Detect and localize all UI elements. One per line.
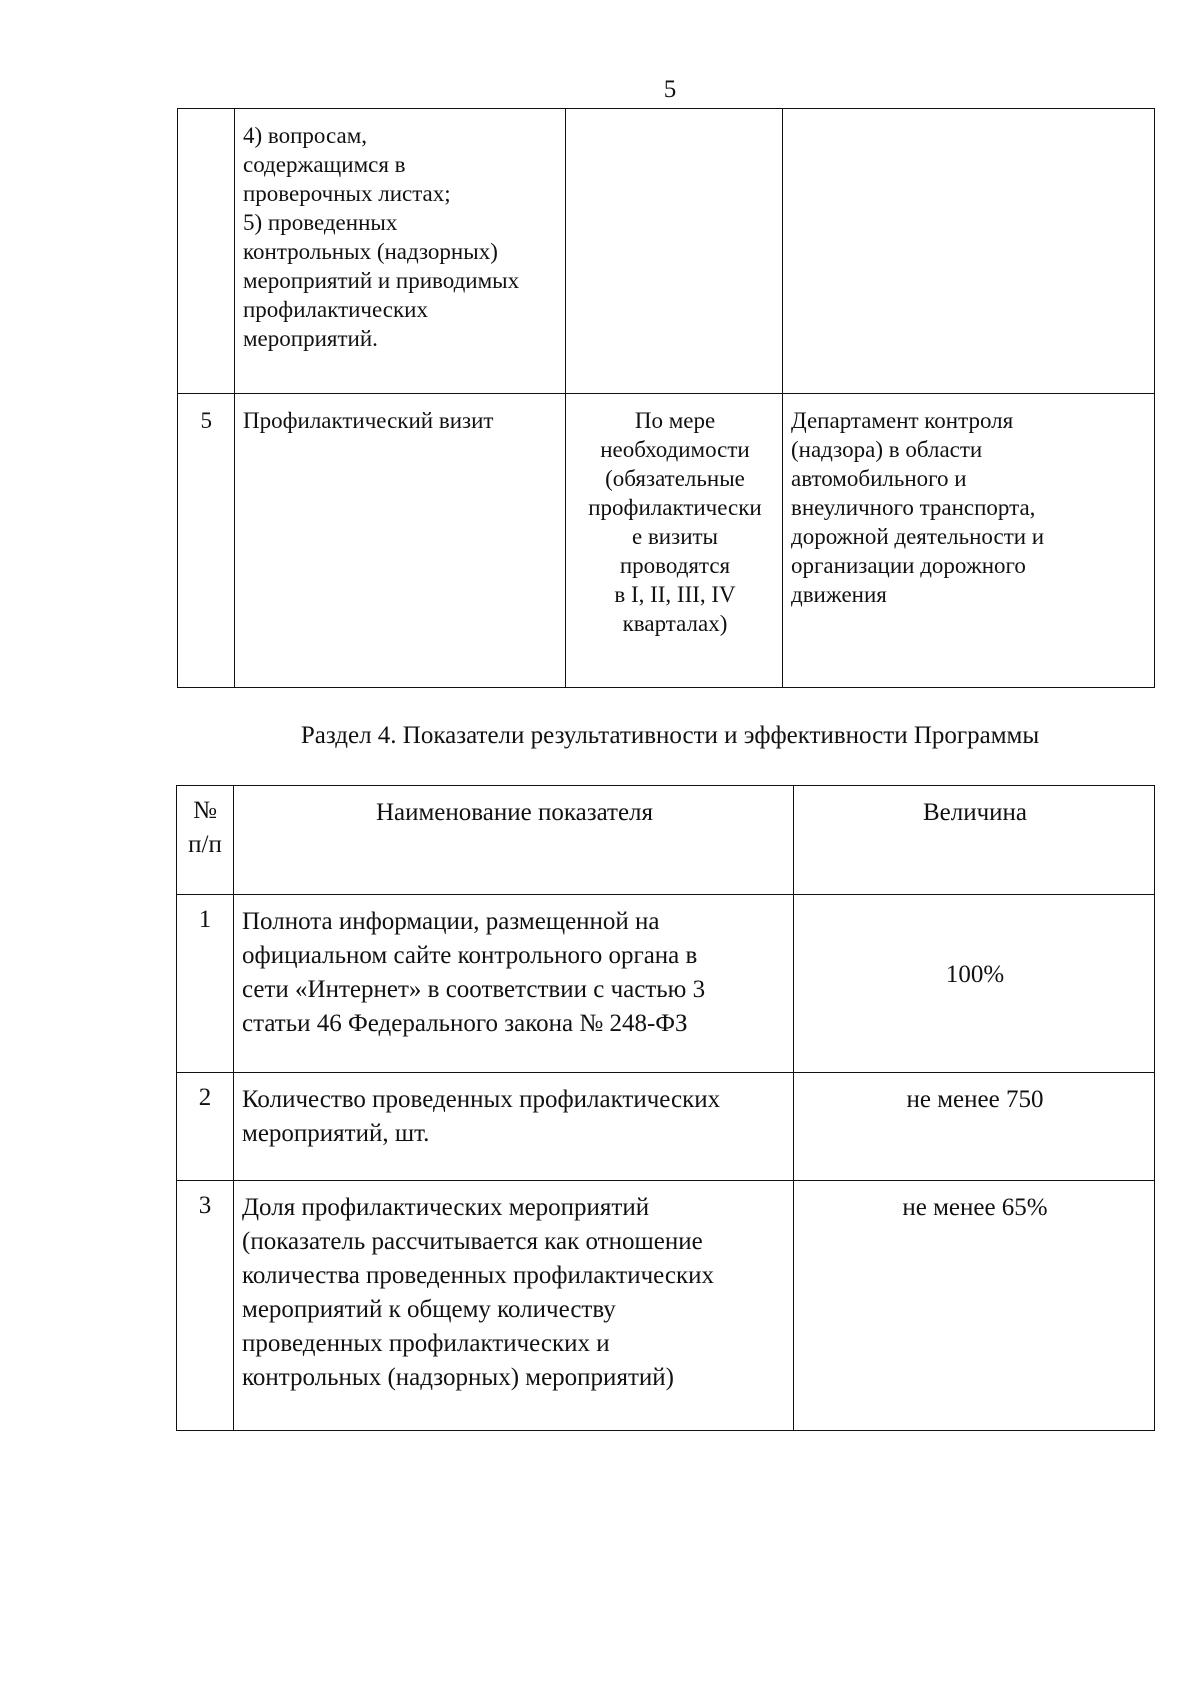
indicator-value: 100%: [945, 960, 1005, 988]
text-line: автомобильного и: [791, 466, 967, 491]
table-row: [177, 895, 1155, 1073]
page-number: 5: [663, 76, 677, 103]
text-line: (обязательные: [605, 466, 745, 491]
indicator-value-cell: [794, 895, 1155, 1073]
text-line: проводятся: [619, 553, 731, 578]
row-number: 5: [178, 394, 235, 688]
text-line: статьи 46 Федерального закона № 248-ФЗ: [242, 1010, 688, 1037]
text-line: внеуличного транспорта,: [791, 495, 1036, 520]
indicator-name-cell: [234, 1181, 794, 1431]
header-number-abbr: п/п: [188, 831, 222, 858]
indicator-value: не менее 750: [794, 1073, 1155, 1181]
text-line: Количество проведенных профилактических: [242, 1086, 721, 1113]
text-line: контрольных (надзорных) мероприятий): [242, 1364, 674, 1391]
plan-continuation-table: [177, 108, 1155, 688]
text-line: По мере: [634, 408, 716, 433]
row-number: 2: [177, 1073, 234, 1181]
indicator-value: не менее 65%: [794, 1181, 1155, 1431]
table-row: [177, 1073, 1155, 1181]
table-header-row: [177, 786, 1155, 895]
text-line: сети «Интернет» в соответствии с частью 3: [242, 976, 706, 1003]
text-line: в I, II, III, IV: [614, 582, 736, 607]
header-value-cell: Величина: [794, 786, 1155, 895]
section-title: Раздел 4. Показатели результативности и эффективности Программы: [300, 722, 1040, 749]
period-cell: [566, 109, 783, 394]
kpi-table: [176, 785, 1155, 1431]
text-line: содержащимся в: [243, 152, 406, 177]
row-number: [178, 109, 235, 394]
text-line: 5) проведенных: [243, 210, 398, 235]
text-line: 4) вопросам,: [243, 123, 367, 148]
period-cell: [566, 394, 783, 688]
text-line: е визиты: [631, 524, 719, 549]
text-line: Профилактический визит: [243, 408, 494, 433]
row-number: 3: [177, 1181, 234, 1431]
text-line: проведенных профилактических и: [242, 1330, 610, 1357]
text-line: (надзора) в области: [791, 437, 983, 462]
text-line: проверочных листах;: [243, 181, 451, 206]
text-line: мероприятий, шт.: [242, 1120, 430, 1147]
responsible-cell: [783, 109, 1155, 394]
text-line: Полнота информации, размещенной на: [242, 908, 660, 935]
text-line: мероприятий.: [243, 326, 378, 351]
text-line: кварталах): [622, 611, 728, 636]
text-line: необходимости: [600, 437, 750, 462]
indicator-name-cell: [234, 895, 794, 1073]
text-line: количества проведенных профилактических: [242, 1262, 715, 1289]
header-name-cell: Наименование показателя: [234, 786, 794, 895]
text-line: мероприятий к общему количеству: [242, 1296, 616, 1323]
text-line: движения: [791, 582, 887, 607]
text-line: Доля профилактических мероприятий: [242, 1194, 650, 1221]
text-line: (показатель рассчитывается как отношение: [242, 1228, 703, 1255]
table-row: [177, 1181, 1155, 1431]
text-line: профилактических: [243, 297, 428, 322]
text-line: Департамент контроля: [791, 408, 1014, 433]
responsible-cell: [783, 394, 1155, 688]
activity-cell: [235, 109, 566, 394]
table-row: [178, 109, 1155, 394]
text-line: организации дорожного: [791, 553, 1026, 578]
header-number-symbol: №: [193, 797, 217, 824]
activity-cell: [235, 394, 566, 688]
row-number: 1: [177, 895, 234, 1073]
header-number-cell: [177, 786, 234, 895]
table-row: [178, 394, 1155, 688]
indicator-name-cell: [234, 1073, 794, 1181]
text-line: дорожной деятельности и: [791, 524, 1045, 549]
text-line: официальном сайте контрольного органа в: [242, 942, 698, 969]
text-line: профилактически: [588, 495, 762, 520]
text-line: контрольных (надзорных): [243, 239, 498, 264]
text-line: мероприятий и приводимых: [243, 268, 520, 293]
